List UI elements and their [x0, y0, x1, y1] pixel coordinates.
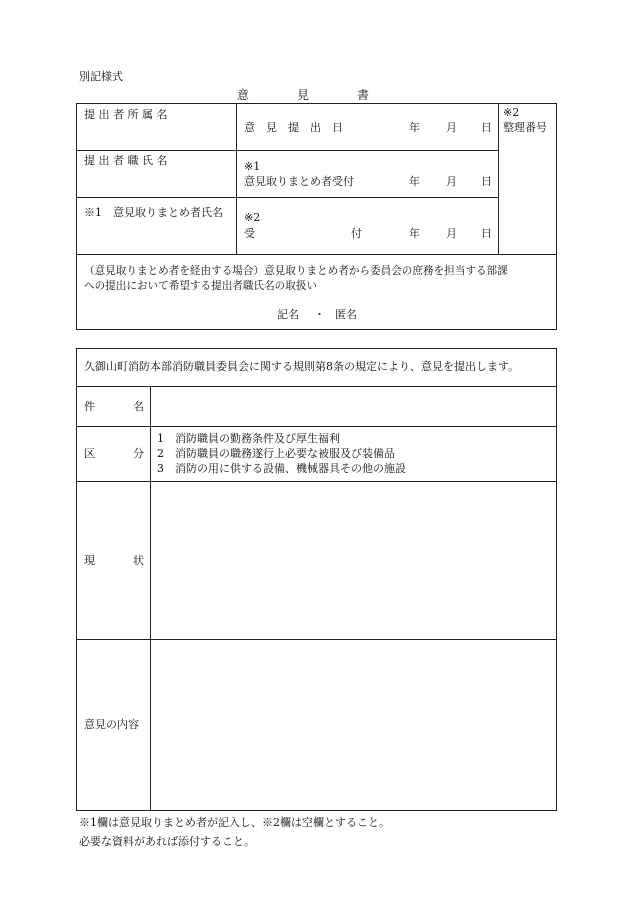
category-label-1: 区: [84, 447, 95, 460]
status-label-2: 状: [133, 554, 144, 567]
reception-mark: ※2: [244, 211, 261, 224]
signed-option[interactable]: 記名: [277, 308, 299, 321]
submit-month-label: 月: [446, 121, 457, 134]
content-field[interactable]: [151, 640, 556, 810]
reception-year-label: 年: [409, 227, 420, 240]
statement-text: 久御山町消防本部消防職員委員会に関する規則第8条の規定により、意見を提出します。: [84, 360, 520, 373]
ref-number-label: 整理番号: [503, 121, 547, 134]
affiliation-field[interactable]: [77, 104, 236, 150]
submit-year-label: 年: [409, 121, 420, 134]
reception-label-1: 受: [244, 227, 255, 240]
status-label-1: 現: [84, 554, 95, 567]
ref-number-field[interactable]: [499, 140, 555, 253]
submitter-name-label: 提 出 者 職 氏 名: [84, 154, 168, 167]
coordinator-receipt-label: 意見取りまとめ者受付: [244, 175, 354, 188]
category-option-2[interactable]: 2 消防職員の職務遂行上必要な被服及び装備品: [157, 447, 395, 460]
affiliation-label: 提 出 者 所 属 名: [84, 108, 168, 121]
reception-day-label: 日: [481, 227, 492, 240]
ref-mark: ※2: [503, 106, 520, 119]
receipt-year-label: 年: [409, 175, 420, 188]
form-label: 別記様式: [79, 70, 123, 83]
handling-text-2: への提出において希望する提出者職氏名の取扱い: [84, 280, 318, 292]
content-label: 意見の内容: [84, 718, 139, 731]
reception-label-2: 付: [351, 227, 362, 240]
category-option-3[interactable]: 3 消防の用に供する設備、機械器具その他の施設: [157, 462, 406, 475]
coordinator-mark: ※1: [244, 160, 261, 173]
status-field[interactable]: [151, 482, 556, 639]
submitter-name-field[interactable]: [77, 151, 236, 197]
document-title: 意 見 書: [237, 88, 370, 102]
note-1: ※1欄は意見取りまとめ者が記入し、※2欄は空欄とすること。: [79, 816, 390, 829]
submit-day-label: 日: [481, 121, 492, 134]
subject-label-1: 件: [84, 400, 95, 413]
category-option-1[interactable]: 1 消防職員の勤務条件及び厚生福利: [157, 432, 340, 445]
receipt-month-label: 月: [446, 175, 457, 188]
anonymous-option[interactable]: 匿名: [335, 308, 357, 321]
coordinator-name-label: ※1 意見取りまとめ者氏名: [84, 206, 223, 219]
submit-date-label: 意 見 提 出 日: [244, 121, 343, 134]
reception-month-label: 月: [446, 227, 457, 240]
subject-field[interactable]: [151, 387, 556, 426]
category-label-2: 分: [133, 447, 144, 460]
handling-text-1: （意見取りまとめ者を経由する場合）意見取りまとめ者から委員会の庶務を担当する部課: [84, 265, 508, 277]
note-2: 必要な資料があれば添付すること。: [79, 835, 255, 848]
coordinator-name-field[interactable]: [77, 198, 236, 254]
receipt-day-label: 日: [481, 175, 492, 188]
subject-label-2: 名: [133, 400, 144, 413]
option-separator: ・: [314, 308, 325, 321]
